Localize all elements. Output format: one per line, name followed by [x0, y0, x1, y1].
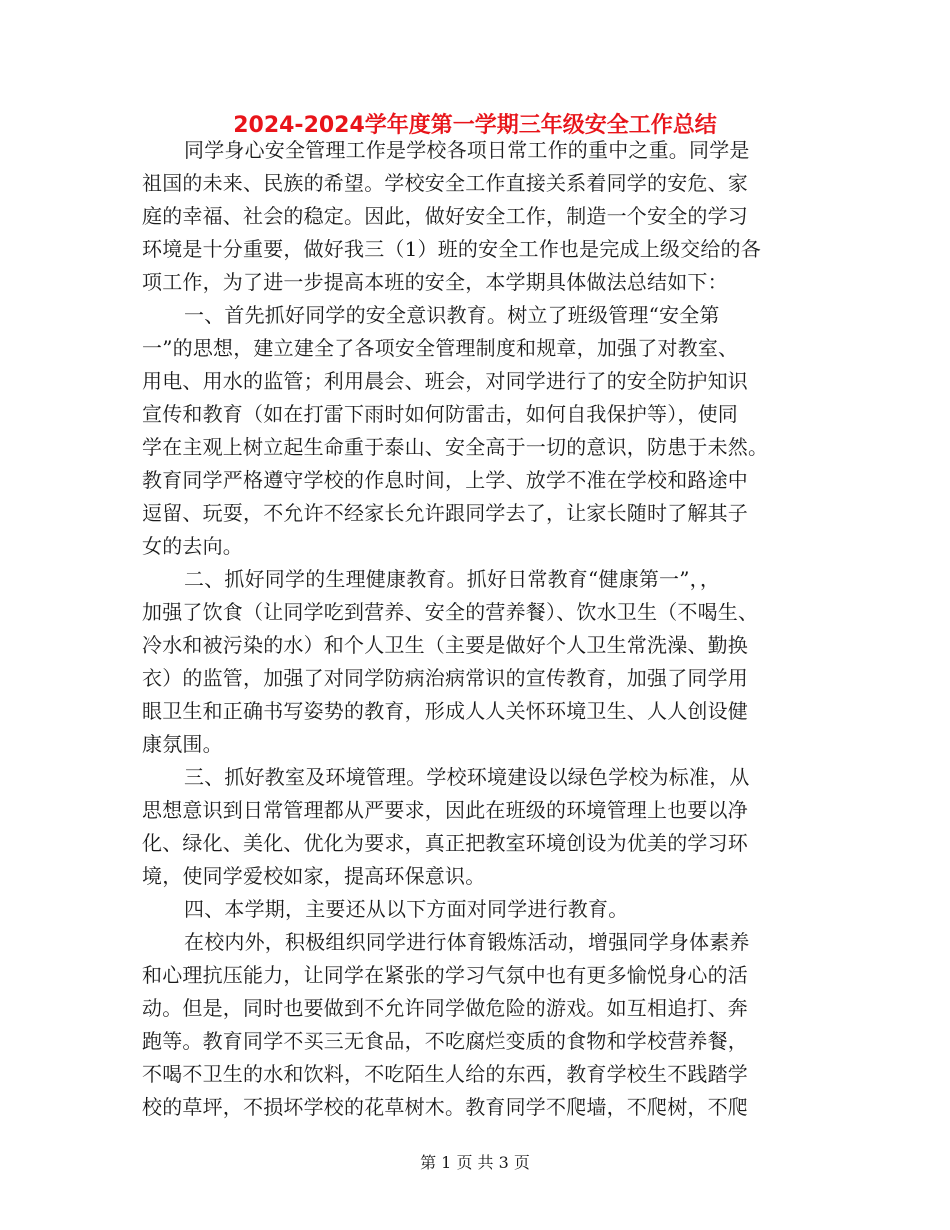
body-line: 项工作，为了进一步提高本班的安全，本学期具体做法总结如下： [142, 270, 728, 294]
body-line: 眼卫生和正确书写姿势的教育，形成人人关怀环境卫生、人人创设健 [142, 699, 748, 723]
body-line: 教育同学严格遵守学校的作息时间，上学、放学不准在学校和路途中 [142, 468, 748, 492]
body-line: 二、抓好同学的生理健康教育。抓好日常教育“健康第一”，， [184, 567, 721, 591]
body-line: 冷水和被污染的水）和个人卫生（主要是做好个人卫生常洗澡、勤换 [142, 633, 748, 657]
body-line: 庭的幸福、社会的稳定。因此，做好安全工作，制造一个安全的学习 [142, 204, 748, 228]
body-line: 女的去向。 [142, 534, 243, 558]
body-line: 用电、用水的监管；利用晨会、班会，对同学进行了的安全防护知识 [142, 369, 748, 393]
body-line: 同学身心安全管理工作是学校各项日常工作的重中之重。同学是 [184, 138, 750, 162]
body-line: 校的草坪，不损坏学校的花草树木。教育同学不爬墙，不爬树，不爬 [142, 1095, 748, 1119]
page-footer: 第 1 页 共 3 页 [420, 1153, 530, 1172]
body-line: 境，使同学爱校如家，提高环保意识。 [142, 864, 486, 888]
body-line: 祖国的未来、民族的希望。学校安全工作直接关系着同学的安危、家 [142, 171, 748, 195]
body-line: 宣传和教育（如在打雷下雨时如何防雷击，如何自我保护等），使同 [142, 402, 738, 426]
body-line: 不喝不卫生的水和饮料，不吃陌生人给的东西，教育学校生不践踏学 [142, 1062, 748, 1086]
body-line: 衣）的监管，加强了对同学防病治病常识的宣传教育，加强了同学用 [142, 666, 748, 690]
body-line: 动。但是，同时也要做到不允许同学做危险的游戏。如互相追打、奔 [142, 996, 748, 1020]
body-line: 思想意识到日常管理都从严要求，因此在班级的环境管理上也要以净 [142, 798, 748, 822]
body-line: 一、首先抓好同学的安全意识教育。树立了班级管理“安全第 [184, 303, 720, 327]
body-line: 康氛围。 [142, 732, 223, 756]
body-line: 跑等。教育同学不买三无食品，不吃腐烂变质的食物和学校营养餐， [142, 1029, 748, 1053]
document-title: 2024-2024学年度第一学期三年级安全工作总结 [233, 113, 717, 138]
document-body [142, 134, 802, 1124]
body-line: 逗留、玩耍，不允许不经家长允许跟同学去了，让家长随时了解其子 [142, 501, 748, 525]
body-line: 化、绿化、美化、优化为要求，真正把教室环境创设为优美的学习环 [142, 831, 748, 855]
body-line: 环境是十分重要，做好我三（1）班的安全工作也是完成上级交给的各 [142, 237, 761, 261]
body-line: 一”的思想，建立建全了各项安全管理制度和规章，加强了对教室、 [142, 336, 739, 360]
body-line: 四、本学期，主要还从以下方面对同学进行教育。 [184, 897, 629, 921]
body-line: 加强了饮食（让同学吃到营养、安全的营养餐）、饮水卫生（不喝生、 [142, 600, 759, 624]
body-line: 三、抓好教室及环境管理。学校环境建设以绿色学校为标准，从 [184, 765, 750, 789]
body-line: 在校内外，积极组织同学进行体育锻炼活动，增强同学身体素养 [184, 930, 750, 954]
body-line: 学在主观上树立起生命重于泰山、安全高于一切的意识，防患于未然。 [142, 435, 769, 459]
body-line: 和心理抗压能力，让同学在紧张的学习气氛中也有更多愉悦身心的活 [142, 963, 748, 987]
